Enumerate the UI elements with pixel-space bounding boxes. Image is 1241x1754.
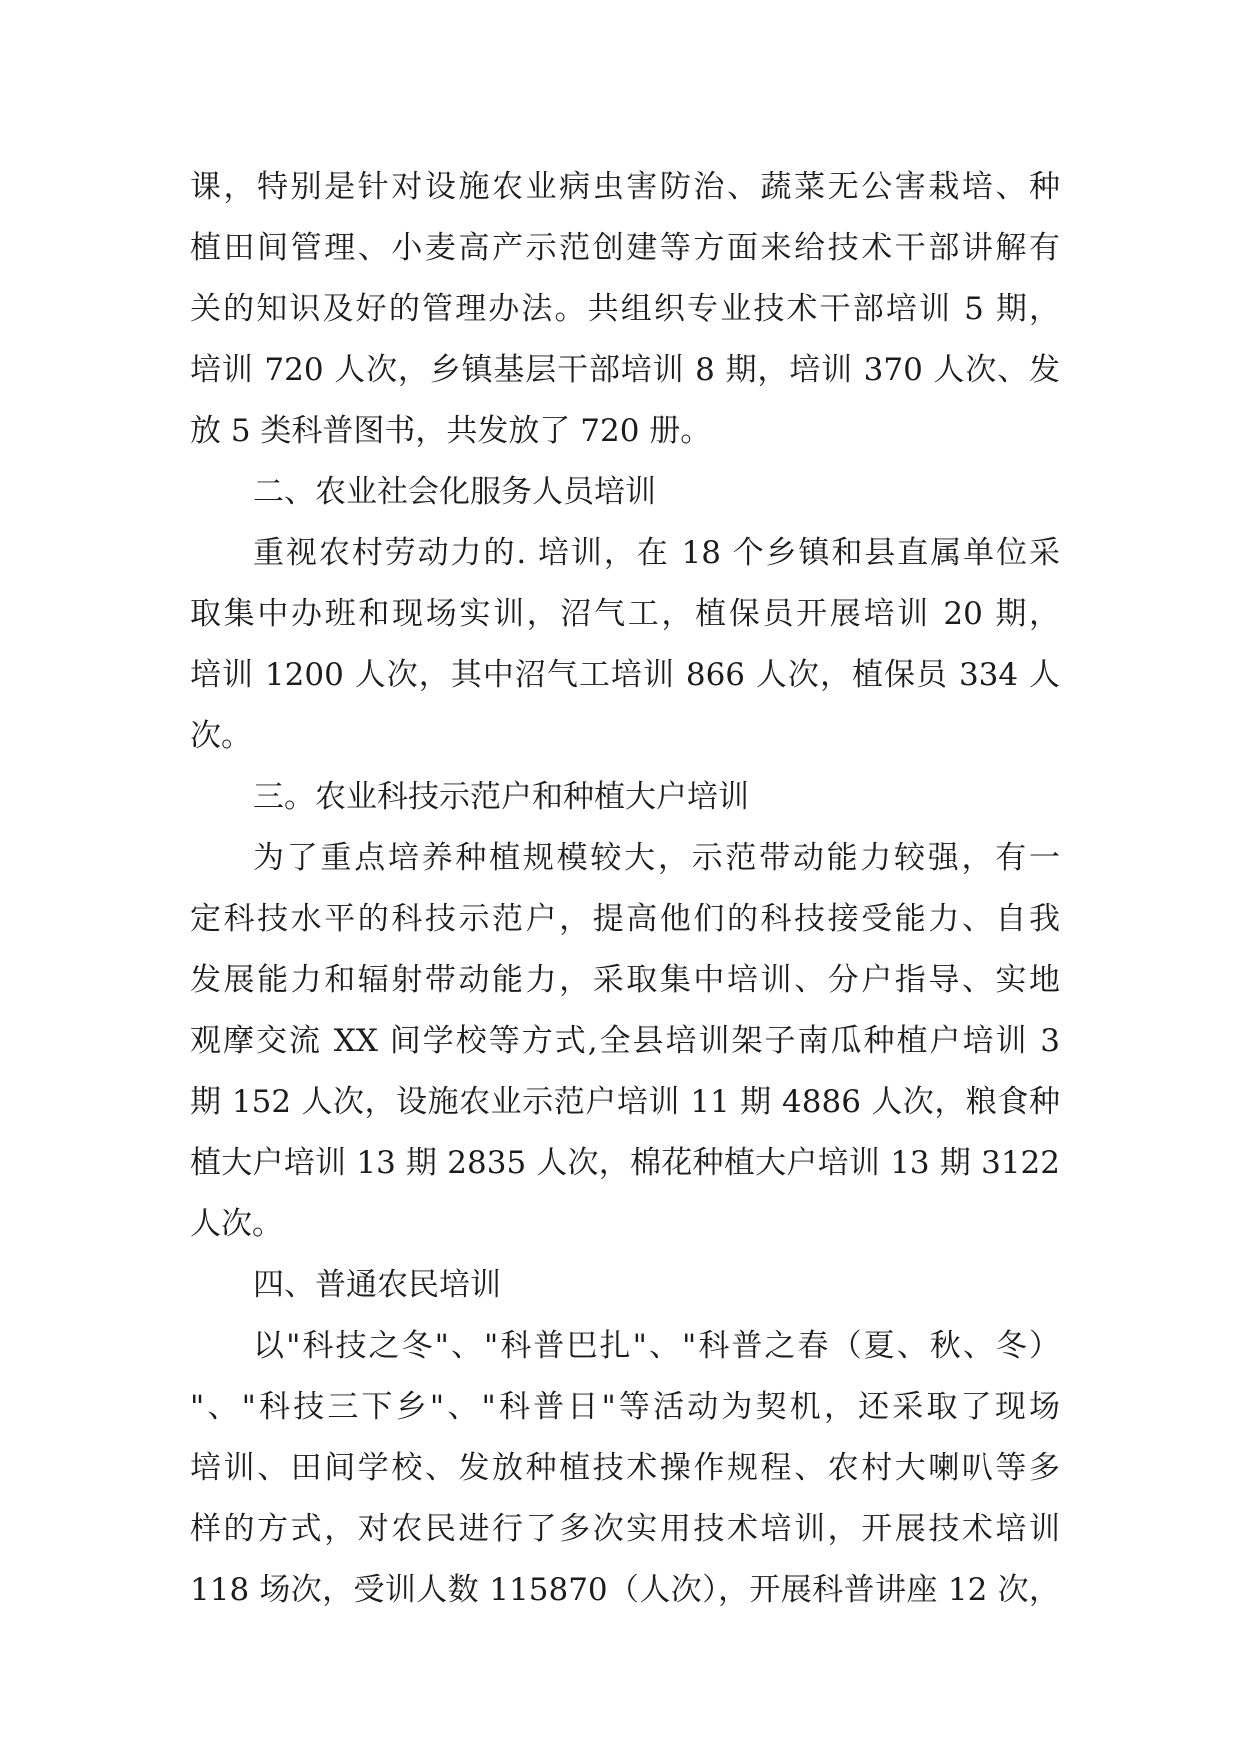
paragraph-line: 以"科技之冬"、"科普巴扎"、"科普之春（夏、秋、冬） [253,1328,1060,1364]
paragraph-line: 培训 720 人次，乡镇基层干部培训 8 期，培训 370 人次、发 [190,352,1060,388]
paragraph-line: 取集中办班和现场实训，沼气工，植保员开展培训 20 期， [190,596,1060,632]
paragraph-line: "、"科技三下乡"、"科普日"等活动为契机，还采取了现场 [190,1389,1060,1425]
paragraph-line: 观摩交流 XX 间学校等方式,全县培训架子南瓜种植户培训 3 [190,1023,1060,1059]
section-heading: 四、普通农民培训 [253,1267,501,1303]
paragraph-line: 植田间管理、小麦高产示范创建等方面来给技术干部讲解有 [190,230,1060,266]
paragraph-line: 发展能力和辐射带动能力，采取集中培训、分户指导、实地 [190,962,1060,998]
paragraph-line: 为了重点培养种植规模较大，示范带动能力较强，有一 [253,840,1060,876]
paragraph-line: 样的方式，对农民进行了多次实用技术培训，开展技术培训 [190,1511,1060,1547]
paragraph-line: 培训、田间学校、发放种植技术操作规程、农村大喇叭等多 [190,1450,1060,1486]
paragraph-line: 课，特别是针对设施农业病虫害防治、蔬菜无公害栽培、种 [190,169,1060,205]
paragraph-line: 118 场次，受训人数 115870（人次），开展科普讲座 12 次， [190,1572,1060,1608]
paragraph-line: 植大户培训 13 期 2835 人次，棉花种植大户培训 13 期 3122 [190,1145,1060,1181]
paragraph-line: 放 5 类科普图书，共发放了 720 册。 [190,413,712,449]
paragraph-line: 定科技水平的科技示范户，提高他们的科技接受能力、自我 [190,901,1060,937]
paragraph-line: 次。 [190,718,252,754]
paragraph-line: 重视农村劳动力的. 培训，在 18 个乡镇和县直属单位采 [253,535,1060,571]
paragraph-line: 期 152 人次，设施农业示范户培训 11 期 4886 人次，粮食种 [190,1084,1060,1120]
paragraph-line: 培训 1200 人次，其中沼气工培训 866 人次，植保员 334 人 [190,657,1060,693]
section-heading: 二、农业社会化服务人员培训 [253,474,656,510]
paragraph-line: 人次。 [190,1206,283,1242]
section-heading: 三。农业科技示范户和种植大户培训 [253,779,749,815]
paragraph-line: 关的知识及好的管理办法。共组织专业技术干部培训 5 期， [190,291,1060,327]
